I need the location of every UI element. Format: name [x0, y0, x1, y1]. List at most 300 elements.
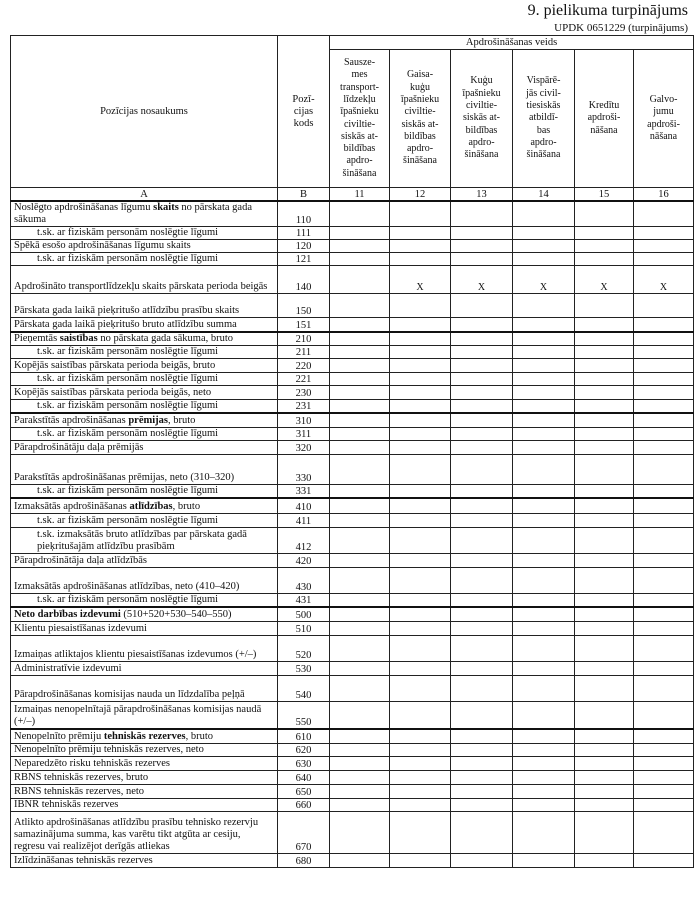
value-cell-16[interactable] — [634, 201, 694, 227]
value-cell-14[interactable] — [513, 427, 575, 440]
value-cell-12[interactable] — [390, 607, 451, 621]
value-cell-13[interactable] — [451, 743, 513, 756]
value-cell-15[interactable] — [575, 798, 634, 811]
value-cell-11[interactable] — [330, 498, 390, 514]
value-cell-14[interactable] — [513, 554, 575, 568]
value-cell-12[interactable] — [390, 811, 451, 853]
row-label: Noslēgto apdrošināšanas līgumu skaits no pārskata gada sākuma — [11, 201, 278, 227]
insurance-type-13-header: Kuģu īpašnieku civiltie- siskās at- bildības apdro- šināšana — [451, 50, 513, 188]
value-cell-14[interactable] — [513, 701, 575, 729]
row-code: 540 — [278, 675, 330, 701]
value-cell-12[interactable] — [390, 440, 451, 454]
row-label: RBNS tehniskās rezerves, neto — [11, 784, 278, 798]
value-cell-13[interactable] — [451, 811, 513, 853]
value-cell-15[interactable] — [575, 484, 634, 498]
value-cell-13[interactable] — [451, 770, 513, 784]
value-cell-13[interactable] — [451, 853, 513, 867]
value-cell-15[interactable] — [575, 332, 634, 346]
value-cell-11[interactable] — [330, 386, 390, 400]
value-cell-16[interactable] — [634, 373, 694, 386]
value-cell-15[interactable] — [575, 359, 634, 373]
row-label: Izmaksātās apdrošināšanas atlīdzības, bruto — [11, 498, 278, 514]
value-cell-15[interactable] — [575, 621, 634, 635]
value-cell-14[interactable] — [513, 498, 575, 514]
value-cell-11[interactable] — [330, 554, 390, 568]
row-label: t.sk. ar fiziskām personām noslēgtie līgumi — [11, 400, 278, 414]
value-cell-13[interactable] — [451, 346, 513, 359]
value-cell-14[interactable] — [513, 359, 575, 373]
value-cell-11[interactable] — [330, 373, 390, 386]
value-cell-11[interactable] — [330, 359, 390, 373]
row-label: Neparedzēto risku tehniskās rezerves — [11, 756, 278, 770]
value-cell-16[interactable] — [634, 853, 694, 867]
value-cell-13[interactable] — [451, 528, 513, 554]
value-cell-11[interactable] — [330, 400, 390, 414]
value-cell-12[interactable] — [390, 253, 451, 266]
value-cell-13[interactable] — [451, 784, 513, 798]
value-cell-11[interactable] — [330, 294, 390, 318]
value-cell-11[interactable] — [330, 853, 390, 867]
value-cell-11[interactable] — [330, 729, 390, 743]
value-cell-12[interactable] — [390, 756, 451, 770]
value-cell-14[interactable] — [513, 253, 575, 266]
value-cell-16[interactable] — [634, 346, 694, 359]
value-cell-14[interactable] — [513, 514, 575, 528]
value-cell-11[interactable] — [330, 318, 390, 332]
value-cell-15[interactable] — [575, 427, 634, 440]
value-cell-16[interactable] — [634, 729, 694, 743]
value-cell-11[interactable] — [330, 635, 390, 661]
value-cell-15[interactable] — [575, 635, 634, 661]
value-cell-12[interactable] — [390, 373, 451, 386]
value-cell-13[interactable] — [451, 440, 513, 454]
column-number-11: 11 — [330, 188, 390, 202]
table-row — [11, 484, 694, 498]
row-code: 331 — [278, 484, 330, 498]
value-cell-16[interactable] — [634, 498, 694, 514]
value-cell-14[interactable] — [513, 294, 575, 318]
value-cell-15[interactable] — [575, 528, 634, 554]
value-cell-12[interactable] — [390, 400, 451, 414]
value-cell-14[interactable] — [513, 201, 575, 227]
value-cell-15[interactable] — [575, 568, 634, 594]
value-cell-11[interactable] — [330, 675, 390, 701]
row-code: 660 — [278, 798, 330, 811]
table-row — [11, 427, 694, 440]
value-cell-11[interactable] — [330, 784, 390, 798]
value-cell-15[interactable] — [575, 554, 634, 568]
value-cell-12[interactable] — [390, 227, 451, 240]
value-cell-15[interactable] — [575, 514, 634, 528]
table-row — [11, 661, 694, 675]
value-cell-14[interactable] — [513, 770, 575, 784]
value-cell-16[interactable] — [634, 635, 694, 661]
value-cell-16[interactable] — [634, 554, 694, 568]
value-cell-14[interactable] — [513, 227, 575, 240]
value-cell-16[interactable] — [634, 359, 694, 373]
row-label: t.sk. ar fiziskām personām noslēgtie līgumi — [11, 227, 278, 240]
row-label: t.sk. izmaksātās bruto atlīdzības par pārskata gadā pieķritušajām atlīdzību prasībām — [11, 528, 278, 554]
value-cell-15[interactable] — [575, 701, 634, 729]
value-cell-11[interactable] — [330, 621, 390, 635]
value-cell-16[interactable] — [634, 743, 694, 756]
value-cell-13[interactable] — [451, 568, 513, 594]
value-cell-16[interactable] — [634, 675, 694, 701]
value-cell-16[interactable] — [634, 240, 694, 253]
value-cell-14[interactable] — [513, 373, 575, 386]
table-row — [11, 594, 694, 608]
table-row — [11, 498, 694, 514]
value-cell-14[interactable] — [513, 743, 575, 756]
value-cell-16[interactable] — [634, 528, 694, 554]
value-cell-14[interactable] — [513, 607, 575, 621]
value-cell-11[interactable] — [330, 743, 390, 756]
row-code: 330 — [278, 454, 330, 484]
value-cell-12[interactable] — [390, 594, 451, 608]
value-cell-13[interactable] — [451, 427, 513, 440]
value-cell-13[interactable] — [451, 607, 513, 621]
value-cell-11[interactable] — [330, 227, 390, 240]
value-cell-15[interactable] — [575, 454, 634, 484]
value-cell-11[interactable] — [330, 427, 390, 440]
value-cell-15[interactable] — [575, 853, 634, 867]
value-cell-15[interactable] — [575, 594, 634, 608]
value-cell-12[interactable] — [390, 413, 451, 427]
value-cell-11[interactable] — [330, 413, 390, 427]
value-cell-11[interactable] — [330, 770, 390, 784]
table-row — [11, 359, 694, 373]
value-cell-14[interactable] — [513, 413, 575, 427]
value-cell-12[interactable] — [390, 770, 451, 784]
appendix-title: 9. pielikuma turpinājums — [527, 2, 688, 19]
value-cell-15[interactable] — [575, 770, 634, 784]
value-cell-11[interactable] — [330, 661, 390, 675]
value-cell-14[interactable] — [513, 440, 575, 454]
row-label: Kopējās saistības pārskata perioda beigās, bruto — [11, 359, 278, 373]
value-cell-12[interactable] — [390, 701, 451, 729]
row-code: 120 — [278, 240, 330, 253]
value-cell-12[interactable] — [390, 454, 451, 484]
value-cell-16[interactable] — [634, 594, 694, 608]
value-cell-16[interactable] — [634, 661, 694, 675]
value-cell-14[interactable] — [513, 594, 575, 608]
row-code: 530 — [278, 661, 330, 675]
table-row — [11, 454, 694, 484]
value-cell-14[interactable] — [513, 386, 575, 400]
value-cell-15[interactable] — [575, 318, 634, 332]
value-cell-14[interactable] — [513, 661, 575, 675]
value-cell-16[interactable] — [634, 607, 694, 621]
value-cell-15[interactable] — [575, 253, 634, 266]
value-cell-14[interactable] — [513, 729, 575, 743]
value-cell-12[interactable] — [390, 528, 451, 554]
value-cell-13: X — [451, 266, 513, 294]
value-cell-12[interactable] — [390, 784, 451, 798]
value-cell-15[interactable] — [575, 729, 634, 743]
value-cell-12[interactable] — [390, 318, 451, 332]
table-row — [11, 784, 694, 798]
row-code: 411 — [278, 514, 330, 528]
value-cell-11[interactable] — [330, 201, 390, 227]
value-cell-14[interactable] — [513, 635, 575, 661]
value-cell-12[interactable] — [390, 201, 451, 227]
value-cell-16[interactable] — [634, 484, 694, 498]
value-cell-13[interactable] — [451, 498, 513, 514]
value-cell-13[interactable] — [451, 359, 513, 373]
value-cell-14[interactable] — [513, 756, 575, 770]
value-cell-15[interactable] — [575, 498, 634, 514]
value-cell-12[interactable] — [390, 514, 451, 528]
value-cell-15[interactable] — [575, 607, 634, 621]
value-cell-15[interactable] — [575, 440, 634, 454]
value-cell-16[interactable] — [634, 514, 694, 528]
value-cell-13[interactable] — [451, 621, 513, 635]
value-cell-12[interactable] — [390, 635, 451, 661]
value-cell-15[interactable] — [575, 400, 634, 414]
value-cell-13[interactable] — [451, 675, 513, 701]
value-cell-15[interactable] — [575, 294, 634, 318]
value-cell-16[interactable] — [634, 798, 694, 811]
value-cell-15[interactable] — [575, 675, 634, 701]
value-cell-15[interactable] — [575, 373, 634, 386]
table-row — [11, 770, 694, 784]
value-cell-11[interactable] — [330, 607, 390, 621]
table-row — [11, 318, 694, 332]
value-cell-14[interactable] — [513, 332, 575, 346]
value-cell-15[interactable] — [575, 756, 634, 770]
value-cell-12[interactable] — [390, 729, 451, 743]
name-column-header: Pozīcijas nosaukums — [11, 36, 278, 188]
value-cell-13[interactable] — [451, 294, 513, 318]
value-cell-15[interactable] — [575, 240, 634, 253]
value-cell-11[interactable] — [330, 701, 390, 729]
value-cell-14[interactable] — [513, 798, 575, 811]
value-cell-11[interactable] — [330, 266, 390, 294]
value-cell-12[interactable] — [390, 386, 451, 400]
value-cell-12[interactable] — [390, 743, 451, 756]
value-cell-16[interactable] — [634, 413, 694, 427]
table-row — [11, 621, 694, 635]
insurance-type-12-header: Gaisa- kuģu īpašnieku civiltie- siskās at- bildības apdro- šināšana — [390, 50, 451, 188]
value-cell-16[interactable] — [634, 332, 694, 346]
value-cell-15[interactable] — [575, 811, 634, 853]
value-cell-13[interactable] — [451, 635, 513, 661]
value-cell-16[interactable] — [634, 294, 694, 318]
table-body — [11, 201, 694, 867]
value-cell-11[interactable] — [330, 798, 390, 811]
value-cell-11[interactable] — [330, 346, 390, 359]
row-code: 500 — [278, 607, 330, 621]
table-row — [11, 607, 694, 621]
row-label: Parakstītās apdrošināšanas prēmijas, neto (310–320) — [11, 454, 278, 484]
value-cell-15[interactable] — [575, 661, 634, 675]
value-cell-11[interactable] — [330, 528, 390, 554]
value-cell-14[interactable] — [513, 784, 575, 798]
value-cell-13[interactable] — [451, 240, 513, 253]
value-cell-12[interactable] — [390, 498, 451, 514]
value-cell-11[interactable] — [330, 514, 390, 528]
value-cell-12[interactable] — [390, 359, 451, 373]
value-cell-12[interactable] — [390, 427, 451, 440]
value-cell-15: X — [575, 266, 634, 294]
value-cell-16[interactable] — [634, 318, 694, 332]
value-cell-14[interactable] — [513, 621, 575, 635]
table-row — [11, 253, 694, 266]
insurance-type-group-header: Apdrošināšanas veids — [330, 36, 694, 50]
table-row — [11, 413, 694, 427]
value-cell-12[interactable] — [390, 661, 451, 675]
row-label: t.sk. ar fiziskām personām noslēgtie līgumi — [11, 427, 278, 440]
value-cell-16[interactable] — [634, 253, 694, 266]
table-row — [11, 701, 694, 729]
value-cell-11[interactable] — [330, 253, 390, 266]
value-cell-13[interactable] — [451, 554, 513, 568]
value-cell-11[interactable] — [330, 332, 390, 346]
value-cell-11[interactable] — [330, 484, 390, 498]
row-code: 220 — [278, 359, 330, 373]
value-cell-13[interactable] — [451, 400, 513, 414]
value-cell-13[interactable] — [451, 318, 513, 332]
value-cell-14[interactable] — [513, 400, 575, 414]
value-cell-16[interactable] — [634, 621, 694, 635]
value-cell-13[interactable] — [451, 413, 513, 427]
table-row — [11, 332, 694, 346]
value-cell-13[interactable] — [451, 514, 513, 528]
value-cell-11[interactable] — [330, 454, 390, 484]
column-number-13: 13 — [451, 188, 513, 202]
value-cell-14[interactable] — [513, 675, 575, 701]
row-label: t.sk. ar fiziskām personām noslēgtie līgumi — [11, 346, 278, 359]
row-code: 412 — [278, 528, 330, 554]
value-cell-12[interactable] — [390, 568, 451, 594]
value-cell-13[interactable] — [451, 701, 513, 729]
value-cell-12[interactable] — [390, 675, 451, 701]
table-row — [11, 373, 694, 386]
row-label: RBNS tehniskās rezerves, bruto — [11, 770, 278, 784]
value-cell-15[interactable] — [575, 784, 634, 798]
value-cell-15[interactable] — [575, 386, 634, 400]
value-cell-11[interactable] — [330, 440, 390, 454]
value-cell-12[interactable] — [390, 346, 451, 359]
row-label: t.sk. ar fiziskām personām noslēgtie līgumi — [11, 373, 278, 386]
value-cell-12[interactable] — [390, 798, 451, 811]
row-label: Spēkā esošo apdrošināšanas līgumu skaits — [11, 240, 278, 253]
value-cell-16: X — [634, 266, 694, 294]
insurance-type-14-header: Vispārē- jās civil- tiesiskās atbildī- bas apdro- šināšana — [513, 50, 575, 188]
row-code: 221 — [278, 373, 330, 386]
value-cell-16[interactable] — [634, 227, 694, 240]
row-code: 610 — [278, 729, 330, 743]
value-cell-16[interactable] — [634, 568, 694, 594]
table-row — [11, 440, 694, 454]
value-cell-14[interactable] — [513, 528, 575, 554]
value-cell-14[interactable] — [513, 454, 575, 484]
row-label: Pārskata gada laikā pieķritušo atlīdzību prasību skaits — [11, 294, 278, 318]
value-cell-14[interactable] — [513, 484, 575, 498]
value-cell-13[interactable] — [451, 594, 513, 608]
value-cell-13[interactable] — [451, 253, 513, 266]
row-code: 430 — [278, 568, 330, 594]
form-code: UPDK 0651229 (turpinājums) — [554, 22, 688, 34]
value-cell-15[interactable] — [575, 413, 634, 427]
value-cell-12[interactable] — [390, 332, 451, 346]
value-cell-13[interactable] — [451, 373, 513, 386]
row-label: Izmaksātās apdrošināšanas atlīdzības, neto (410–420) — [11, 568, 278, 594]
row-code: 310 — [278, 413, 330, 427]
table-row — [11, 675, 694, 701]
value-cell-13[interactable] — [451, 798, 513, 811]
value-cell-16[interactable] — [634, 770, 694, 784]
value-cell-12[interactable] — [390, 853, 451, 867]
insurance-type-11-header: Sausze- mes transport- līdzekļu īpašnieku civiltie- siskās at- bildības apdro- šināšana — [330, 50, 390, 188]
row-code: 620 — [278, 743, 330, 756]
table-row — [11, 346, 694, 359]
value-cell-11[interactable] — [330, 240, 390, 253]
value-cell-13[interactable] — [451, 332, 513, 346]
row-code: 640 — [278, 770, 330, 784]
value-cell-13[interactable] — [451, 756, 513, 770]
value-cell-16[interactable] — [634, 400, 694, 414]
value-cell-15[interactable] — [575, 743, 634, 756]
row-code: 230 — [278, 386, 330, 400]
value-cell-14[interactable] — [513, 568, 575, 594]
value-cell-14[interactable] — [513, 318, 575, 332]
value-cell-14[interactable] — [513, 240, 575, 253]
value-cell-15[interactable] — [575, 227, 634, 240]
row-code: 311 — [278, 427, 330, 440]
value-cell-13[interactable] — [451, 227, 513, 240]
value-cell-12[interactable] — [390, 294, 451, 318]
letter-a: A — [11, 188, 278, 202]
value-cell-12[interactable] — [390, 621, 451, 635]
value-cell-16[interactable] — [634, 784, 694, 798]
value-cell-13[interactable] — [451, 661, 513, 675]
row-code: 150 — [278, 294, 330, 318]
value-cell-14[interactable] — [513, 853, 575, 867]
value-cell-14[interactable] — [513, 811, 575, 853]
value-cell-12: X — [390, 266, 451, 294]
table-row — [11, 568, 694, 594]
value-cell-16[interactable] — [634, 427, 694, 440]
value-cell-16[interactable] — [634, 701, 694, 729]
value-cell-13[interactable] — [451, 484, 513, 498]
value-cell-16[interactable] — [634, 386, 694, 400]
value-cell-13[interactable] — [451, 454, 513, 484]
value-cell-13[interactable] — [451, 729, 513, 743]
value-cell-16[interactable] — [634, 811, 694, 853]
value-cell-16[interactable] — [634, 756, 694, 770]
value-cell-11[interactable] — [330, 811, 390, 853]
row-label: IBNR tehniskās rezerves — [11, 798, 278, 811]
value-cell-16[interactable] — [634, 454, 694, 484]
row-label: Apdrošināto transportlīdzekļu skaits pārskata perioda beigās — [11, 266, 278, 294]
value-cell-12[interactable] — [390, 240, 451, 253]
value-cell-15[interactable] — [575, 201, 634, 227]
table-row — [11, 386, 694, 400]
value-cell-15[interactable] — [575, 346, 634, 359]
value-cell-11[interactable] — [330, 568, 390, 594]
value-cell-11[interactable] — [330, 594, 390, 608]
value-cell-13[interactable] — [451, 201, 513, 227]
value-cell-11[interactable] — [330, 756, 390, 770]
value-cell-16[interactable] — [634, 440, 694, 454]
value-cell-14[interactable] — [513, 346, 575, 359]
column-number-16: 16 — [634, 188, 694, 202]
row-code: 650 — [278, 784, 330, 798]
value-cell-12[interactable] — [390, 554, 451, 568]
value-cell-13[interactable] — [451, 386, 513, 400]
value-cell-12[interactable] — [390, 484, 451, 498]
